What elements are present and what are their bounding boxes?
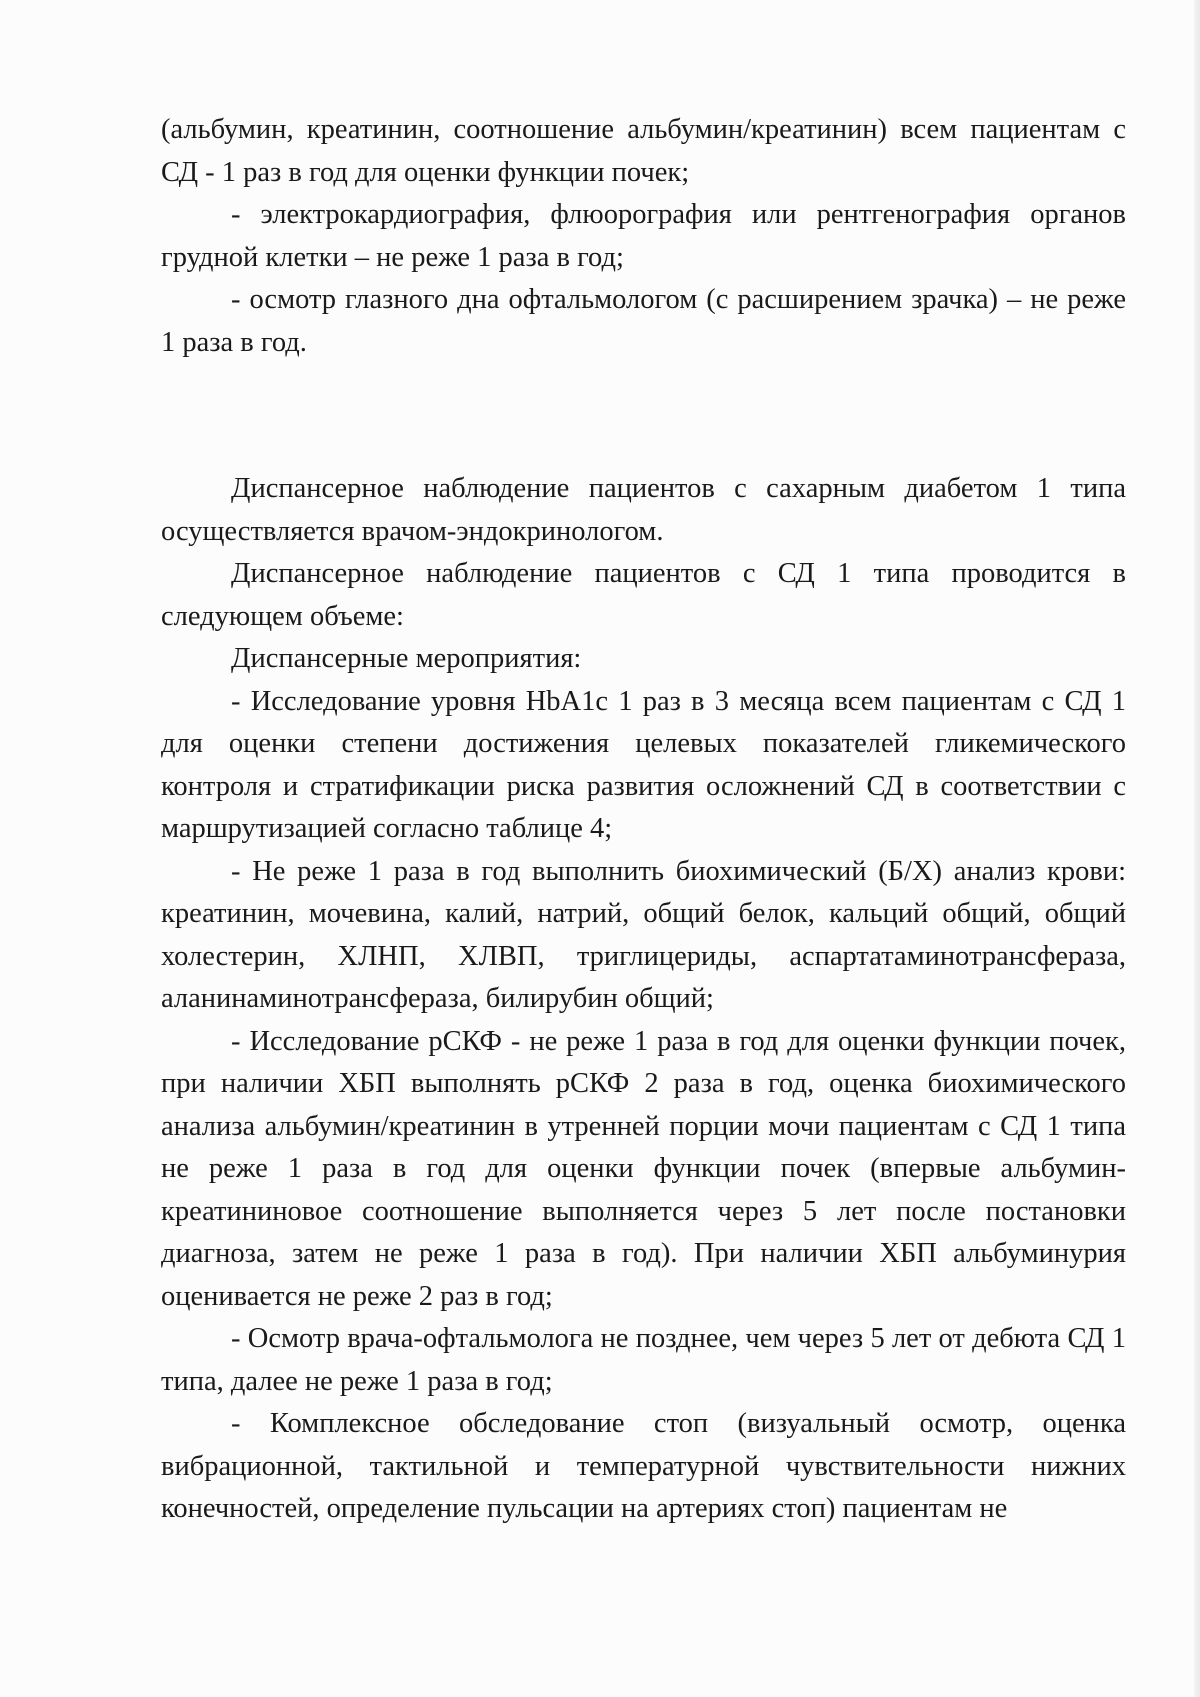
paragraph-biochemistry: - Не реже 1 раза в год выполнить биохимический (Б/Х) анализ крови: креатинин, мочевина, калий, натрий, общий белок, кальций общий, общий холестерин, ХЛНП, ХЛВП, триглицериды, аспартатаминотрансфераза, аланинаминотрансфераза, билирубин общий; (161, 855, 1126, 1014)
paragraph-dispensary-measures-heading: Диспансерные мероприятия: (231, 643, 582, 674)
paragraph-egfr: - Исследование рСКФ - не реже 1 раза в год для оценки функции почек, при наличии ХБП выполнять рСКФ 2 раза в год, оценка биохимического анализа альбумин/креатинин в утренней порции мочи пациентам с СД 1 типа не реже 1 раза в год для оценки функции почек (впервые альбумин-креатининовое соотношение выполняется через 5 лет после постановки диагноза, затем не реже 1 раза в год). При наличии ХБП альбуминурия оценивается не реже 2 раз в год; (161, 1025, 1126, 1312)
paragraph-ophthalmologist: - Осмотр врача-офтальмолога не позднее, чем через 5 лет от дебюта СД 1 типа, далее не реже 1 раза в год; (161, 1323, 1126, 1397)
paragraph-foot-exam: - Комплексное обследование стоп (визуальный осмотр, оценка вибрационной, тактильной и температурной чувствительности нижних конечностей, определение пульсации на артериях стоп) пациентам не (161, 1408, 1126, 1524)
paragraph-hba1c: - Исследование уровня HbA1c 1 раз в 3 месяца всем пациентам с СД 1 для оценки степени достижения целевых показателей гликемического контроля и стратификации риска развития осложнений СД в соответствии с маршрутизацией согласно таблице 4; (161, 685, 1126, 844)
dispensary-section (161, 468, 1126, 1531)
paragraph-dispensary-scope: Диспансерное наблюдение пациентов с СД 1 типа проводится в следующем объеме: (161, 558, 1126, 632)
paragraph-continued-albumin: (альбумин, креатинин, соотношение альбумин/креатинин) всем пациентам с СД - 1 раз в год для оценки функции почек; (161, 114, 1126, 188)
scan-edge-shadow (1194, 0, 1200, 1697)
continued-section (161, 109, 1126, 364)
paragraph-ecg-fluorography: - электрокардиография, флюорография или рентгенография органов грудной клетки – не реже 1 раза в год; (161, 199, 1126, 273)
paragraph-dispensary-intro: Диспансерное наблюдение пациентов с сахарным диабетом 1 типа осуществляется врачом-эндокринологом. (161, 473, 1126, 547)
paragraph-fundus-exam: - осмотр глазного дна офтальмологом (с расширением зрачка) – не реже 1 раза в год. (161, 284, 1126, 358)
